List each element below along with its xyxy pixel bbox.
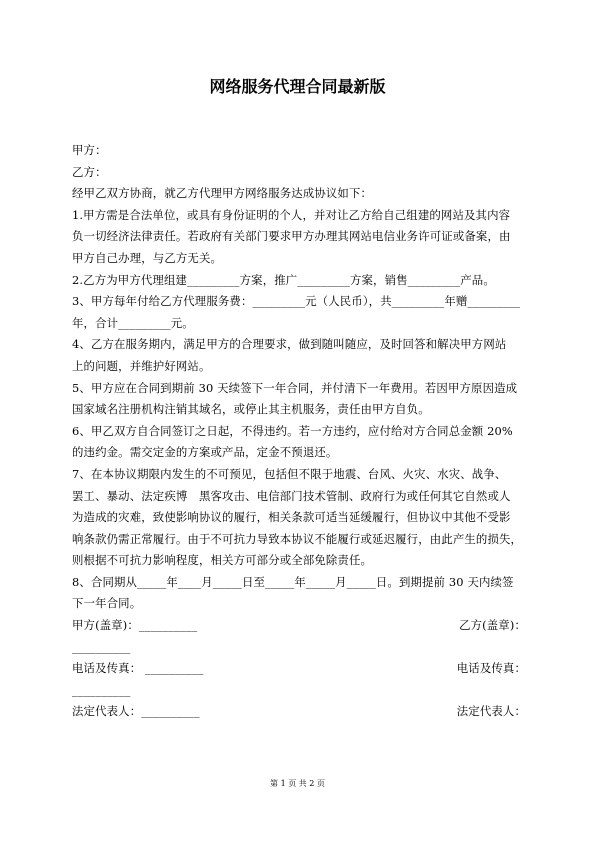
clause-1	[72, 205, 526, 270]
clause-line: 3、甲方每年付给乙方代理服务费：_________元（人民币），共_________年赠_________	[72, 294, 521, 309]
signature-row-phone	[72, 658, 526, 680]
clause-line: 下一年合同。	[72, 596, 142, 611]
clause-line: 甲方自己办理，与乙方无关。	[72, 250, 223, 265]
clause-4	[72, 334, 526, 377]
party-a-seal-field: 甲方(盖章)：__________	[72, 618, 198, 633]
clause-line: 国家域名注册机构注销其域名，或停止其主机服务，责任由甲方自负。	[72, 402, 430, 417]
clause-line: 2.乙方为甲方代理组建_________方案，推广_________方案，销售_________产品。	[72, 272, 495, 287]
party-b-label: 乙方：	[72, 164, 107, 179]
clause-line: 8、合同期从_____年____月_____日至_____年_____月_____日。到期提前 30 天内续签	[72, 574, 514, 589]
clause-line: 的违约金。需交定金的方案或产品，定金不预退还。	[72, 445, 338, 460]
party-a-representative-field: 法定代表人：__________	[72, 704, 200, 719]
clause-line: 1.甲方需是合法单位，或具有身份证明的个人，并对让乙方给自己组建的网站及其内容	[72, 207, 511, 222]
clause-line: 6、甲乙双方自合同签订之日起，不得违约。若一方违约，应付给对方合同总金额 20%	[72, 423, 513, 438]
clause-5	[72, 378, 526, 421]
clause-line: 4、乙方在服务期内，满足甲方的合理要求，做到随叫随应，及时回答和解决甲方网站	[72, 337, 507, 352]
party-a-label: 甲方：	[72, 143, 107, 157]
clause-line: 则根据不可抗力影响程度，相关方可部分或全部免除责任。	[72, 553, 373, 568]
clause-8	[72, 572, 526, 615]
party-b-seal-blank: __________	[72, 639, 131, 654]
clause-2	[72, 270, 526, 292]
signature-row-seal	[72, 615, 526, 637]
party-b-seal-label: 乙方(盖章)：	[459, 618, 526, 633]
clause-line: 罢工、暴动、法定疾博 黑客攻击、电信部门技术管制、政府行为或任何其它自然或人	[72, 488, 511, 503]
clause-line: 为造成的灾难，致使影响协议的履行，相关条款可适当延缓履行，但协议中其他不受影	[72, 510, 511, 525]
clause-line: 负一切经济法律责任。若政府有关部门要求甲方办理其网站电信业务许可证或备案，由	[72, 229, 511, 244]
signature-row-representative	[72, 701, 526, 723]
page-number: 第 1 页 共 2 页	[270, 779, 325, 788]
clause-7	[72, 464, 526, 572]
clause-6	[72, 421, 526, 464]
party-b-phone-blank: __________	[72, 682, 131, 697]
contract-body	[72, 140, 526, 723]
party-b-phone-label: 电话及传真：	[456, 661, 526, 676]
clause-line: 7、在本协议期限内发生的不可预见，包括但不限于地震、台风、火灾、水灾、战争、	[72, 466, 507, 481]
clause-3	[72, 291, 526, 334]
clause-line: 响条款仍需正常履行。由于不可抗力导致本协议不能履行或延迟履行，由此产生的损失，	[72, 531, 523, 546]
clause-line: 年，合计_________元。	[72, 315, 194, 330]
clause-line: 上的问题，并维护好网站。	[72, 358, 211, 373]
party-b-representative-label: 法定代表人：	[456, 704, 526, 719]
intro-text: 经甲乙双方协商，就乙方代理甲方网络服务达成协议如下：	[72, 186, 373, 201]
document-title: 网络服务代理合同最新版	[209, 77, 386, 96]
clause-line: 5、甲方应在合同到期前 30 天续签下一年合同，并付清下一年费用。若因甲方原因造成	[72, 380, 518, 395]
party-a-phone-field: 电话及传真： __________	[72, 661, 204, 676]
